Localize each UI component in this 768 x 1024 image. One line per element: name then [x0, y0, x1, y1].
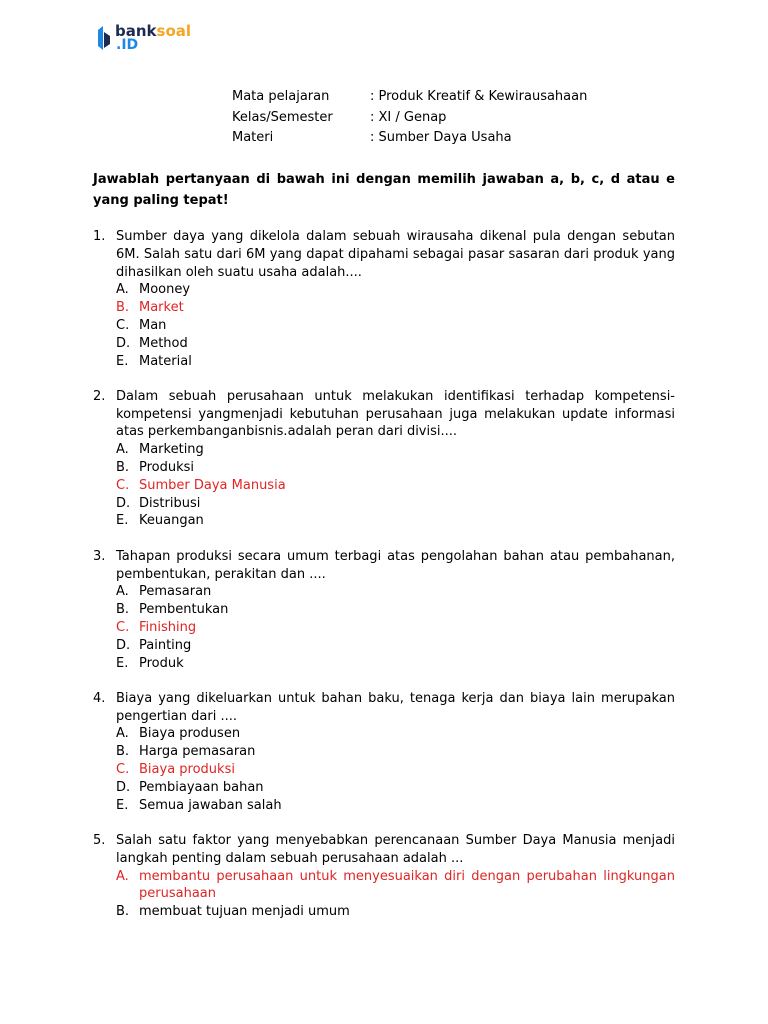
answer-option — [93, 317, 675, 335]
option-letter: A. — [116, 282, 129, 298]
answer-option — [93, 743, 675, 761]
option-letter: D. — [116, 779, 131, 795]
meta-value: : XI / Genap — [370, 109, 447, 125]
instruction-text: Jawablah pertanyaan di bawah ini dengan memilih jawaban a, b, c, d atau e yang paling tepat! — [93, 172, 675, 208]
question-row — [93, 832, 675, 868]
question-row — [93, 228, 675, 281]
answer-option — [93, 779, 675, 797]
option-text: Pemasaran — [139, 584, 212, 600]
answer-option — [93, 281, 675, 299]
option-letter: C. — [116, 317, 130, 333]
question-item — [93, 690, 675, 815]
question-item — [93, 548, 675, 673]
option-letter: C. — [116, 477, 130, 493]
option-letter: E. — [116, 513, 129, 529]
question-row — [93, 548, 675, 584]
option-letter: B. — [116, 904, 130, 920]
option-text: Biaya produksi — [139, 762, 235, 778]
answer-option — [93, 797, 675, 815]
banksoal-logo[interactable] — [95, 24, 191, 54]
option-letter: B. — [116, 300, 130, 316]
option-letter: E. — [116, 655, 129, 671]
meta-row — [232, 128, 587, 149]
question-text: Biaya yang dikeluarkan untuk bahan baku, tenaga kerja dan biaya lain merupakan pengertian dari .... — [116, 690, 675, 724]
option-letter: E. — [116, 797, 129, 813]
question-item — [93, 388, 675, 530]
question-number: 3. — [93, 548, 106, 564]
option-letter: C. — [116, 619, 130, 635]
option-text: Painting — [139, 637, 192, 653]
option-letter: C. — [116, 762, 130, 778]
option-text: Mooney — [139, 282, 191, 298]
logo-suffix: .ID — [116, 37, 139, 53]
meta-value: : Sumber Daya Usaha — [370, 130, 512, 146]
option-text: membuat tujuan menjadi umum — [139, 904, 350, 920]
meta-row — [232, 108, 587, 129]
question-row — [93, 690, 675, 726]
answer-option — [93, 655, 675, 673]
answer-option — [93, 725, 675, 743]
option-text: Pembentukan — [139, 602, 229, 618]
answer-option — [93, 495, 675, 513]
question-text: Dalam sebuah perusahaan untuk melakukan identifikasi terhadap kompetensi-kompetensi yangmenjadi kebutuhan perusahaan juga melakukan update informasi atas perkembanganbisnis.adalah peran dari divisi.... — [116, 388, 675, 440]
option-letter: A. — [116, 584, 129, 600]
option-text: Produk — [139, 655, 184, 671]
option-letter: E. — [116, 353, 129, 369]
option-text: Man — [139, 317, 167, 333]
option-text: Semua jawaban salah — [139, 797, 282, 813]
option-text: Biaya produsen — [139, 726, 241, 742]
subject-info — [232, 87, 587, 149]
logo-word-soal: soal — [156, 22, 192, 40]
option-text: Method — [139, 335, 188, 351]
answer-option — [93, 512, 675, 530]
answer-option-correct — [93, 299, 675, 317]
answer-option — [93, 903, 675, 921]
meta-row — [232, 87, 587, 108]
meta-label: Mata pelajaran — [232, 89, 330, 105]
answer-option — [93, 353, 675, 371]
question-list — [93, 228, 675, 938]
answer-option-correct — [93, 477, 675, 495]
option-text: Distribusi — [139, 495, 201, 511]
option-letter: B. — [116, 602, 130, 618]
option-text: Sumber Daya Manusia — [139, 477, 286, 493]
question-number: 4. — [93, 690, 106, 706]
option-text: Keuangan — [139, 513, 204, 529]
meta-label: Materi — [232, 130, 274, 146]
logo-text — [115, 24, 191, 52]
question-item — [93, 228, 675, 370]
option-letter: D. — [116, 637, 131, 653]
option-letter: A. — [116, 868, 129, 884]
option-text: Material — [139, 353, 192, 369]
option-text: Marketing — [139, 442, 204, 458]
question-number: 1. — [93, 229, 106, 244]
option-text: Market — [139, 300, 184, 316]
question-text: Salah satu faktor yang menyebabkan perencanaan Sumber Daya Manusia menjadi langkah penting dalam sebuah perusahaan adalah ... — [116, 832, 675, 866]
option-letter: D. — [116, 335, 131, 351]
meta-label: Kelas/Semester — [232, 109, 333, 125]
option-text: Harga pemasaran — [139, 744, 256, 760]
option-letter: B. — [116, 460, 130, 476]
option-text: Produksi — [139, 460, 195, 476]
option-text: Finishing — [139, 619, 197, 635]
answer-option-correct — [93, 619, 675, 637]
option-letter: A. — [116, 726, 129, 742]
answer-option — [93, 583, 675, 601]
option-text: Pembiayaan bahan — [139, 779, 264, 795]
option-letter: B. — [116, 744, 130, 760]
question-item — [93, 832, 675, 921]
answer-option — [93, 459, 675, 477]
option-letter: D. — [116, 495, 131, 511]
question-text: Sumber daya yang dikelola dalam sebuah wirausaha dikenal pula dengan sebutan 6M. Salah satu dari 6M yang dapat dipahami sebagai pasar sasaran dari produk yang dihasilkan oleh suatu usaha adalah.... — [116, 229, 675, 280]
question-text: Tahapan produksi secara umum terbagi atas pengolahan bahan atau pembahanan, pembentukan, perakitan dan .... — [116, 548, 675, 582]
answer-option — [93, 441, 675, 459]
meta-value: : Produk Kreatif & Kewirausahaan — [370, 89, 588, 105]
question-number: 5. — [93, 832, 106, 848]
option-letter: A. — [116, 442, 129, 458]
question-row — [93, 388, 675, 441]
logo-mark-icon — [95, 24, 112, 52]
answer-option-correct — [93, 761, 675, 779]
answer-option — [93, 335, 675, 353]
answer-option — [93, 637, 675, 655]
question-number: 2. — [93, 388, 106, 404]
option-text: membantu perusahaan untuk menyesuaikan diri dengan perubahan lingkungan perusahaan — [139, 868, 675, 902]
answer-option — [93, 601, 675, 619]
logo-word-bank: bank — [115, 22, 157, 40]
answer-option-correct — [93, 868, 675, 904]
